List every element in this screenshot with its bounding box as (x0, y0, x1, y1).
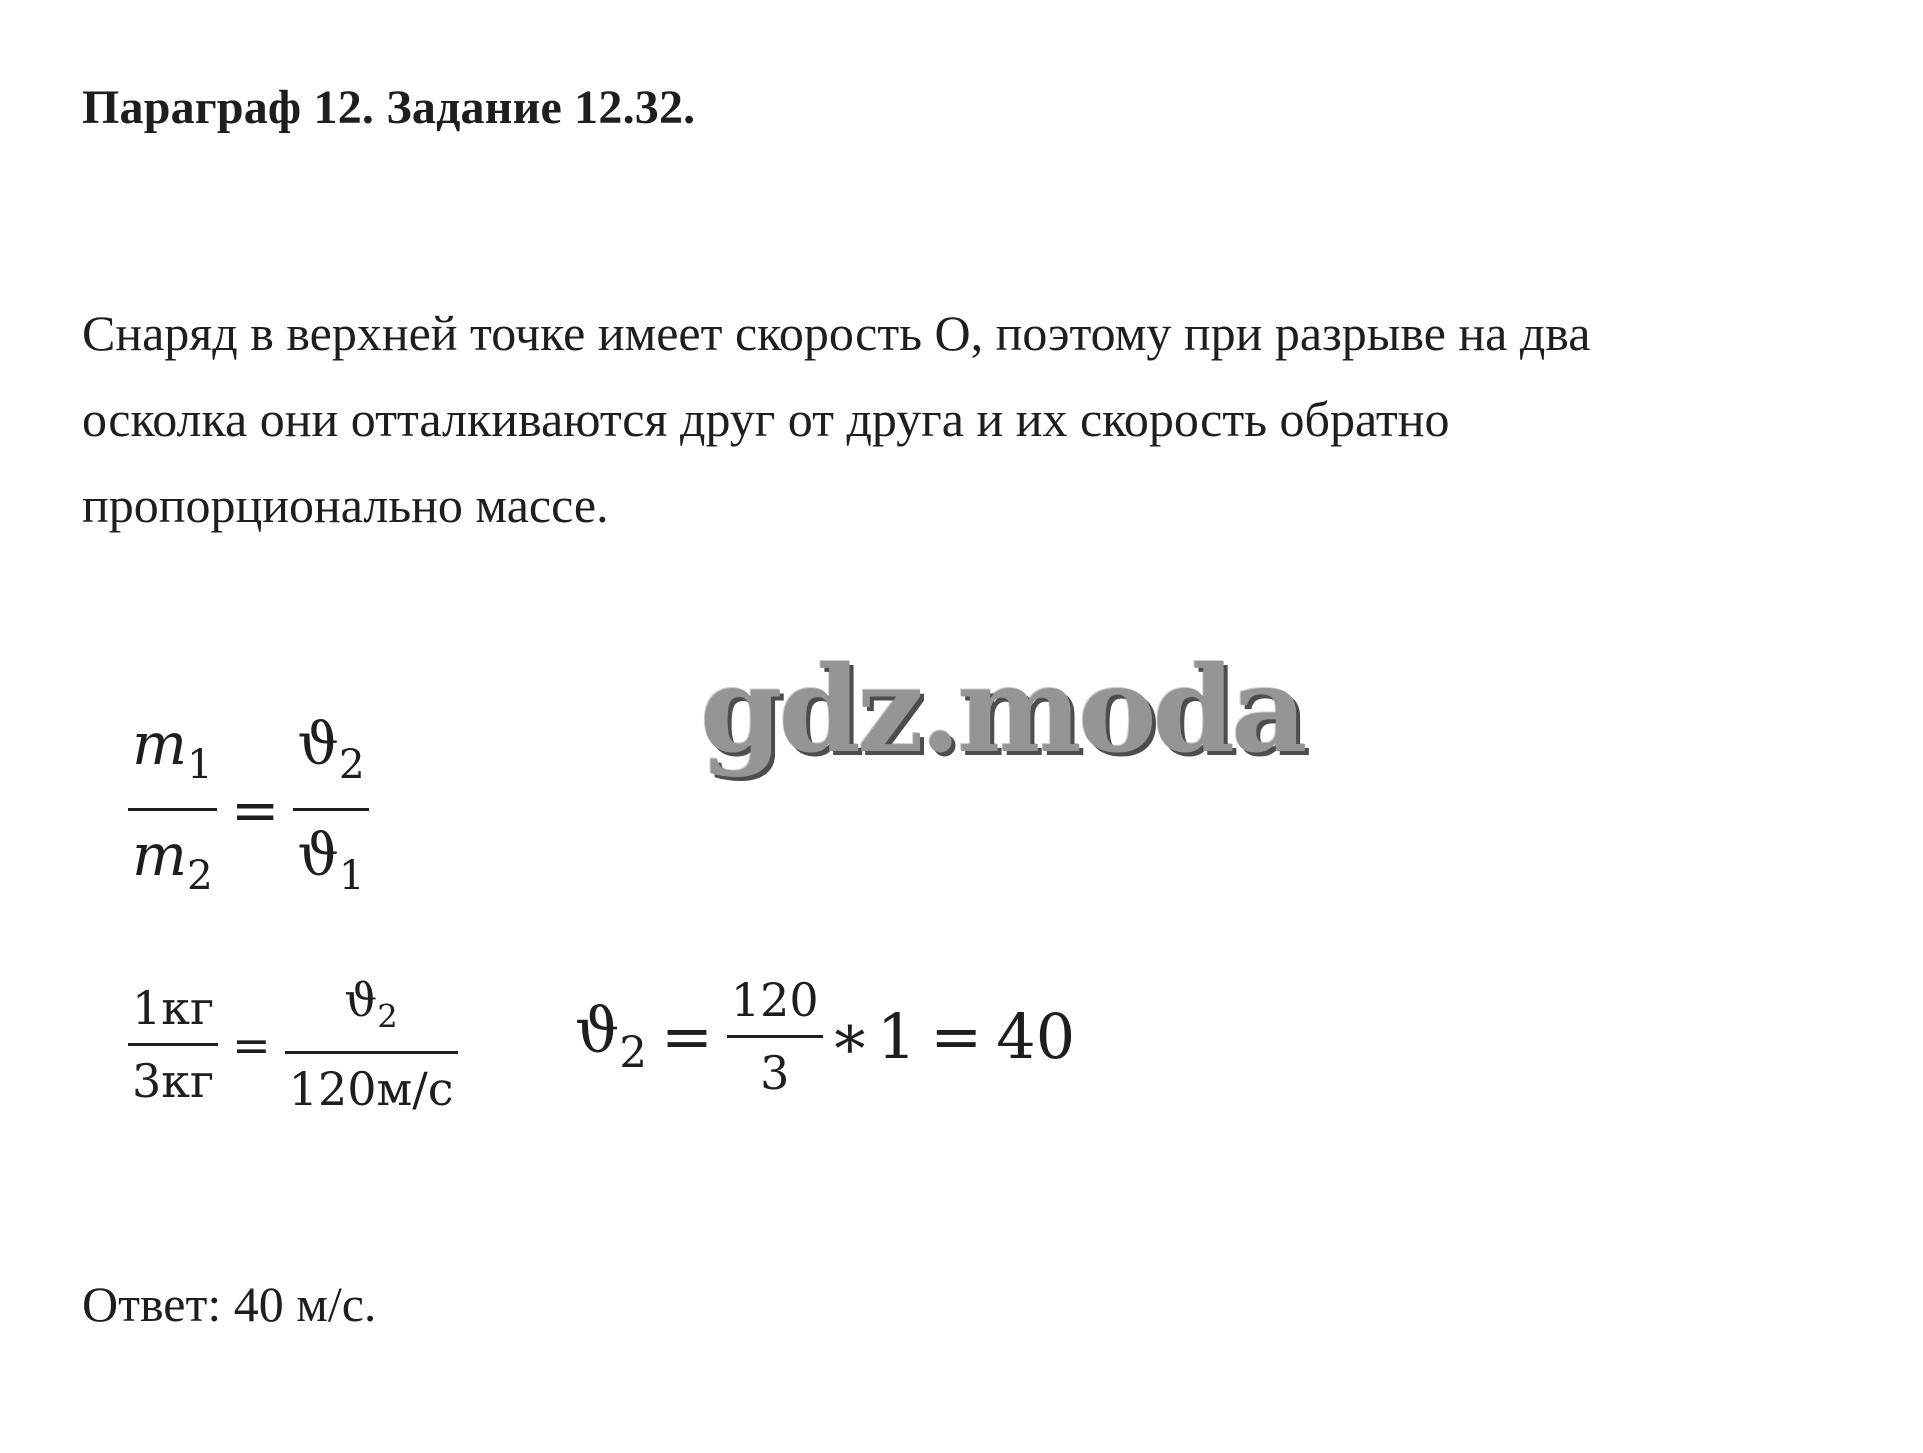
explanation-line: Снаряд в верхней точке имеет скорость О, поэтому при разрыве на два (82, 305, 1591, 361)
equals-sign: = (230, 775, 280, 844)
fraction-denominator: 120м/с (288, 1062, 454, 1117)
fraction-numerator: 1кг (132, 981, 215, 1036)
result-calculation-formula (575, 965, 1075, 1108)
fraction-denominator: 3кг (132, 1054, 215, 1109)
explanation-line: осколка они отталкиваются друг от друга и их скорость обратно (82, 391, 1450, 447)
equals-sign: = (660, 1000, 713, 1073)
result-value: 40 (996, 1000, 1076, 1073)
fraction-denominator: $ϑ_1$ (297, 821, 365, 900)
fraction-numerator: 120 (730, 973, 819, 1027)
watermark-logo: gdz.moda (700, 640, 1304, 779)
equals-sign: = (232, 1017, 271, 1072)
mass-values-fraction (128, 973, 218, 1116)
answer-text: Ответ: 40 м/с. (82, 1276, 377, 1332)
mass-velocity-ratio-formula (128, 700, 369, 919)
fraction-denominator: 3 (760, 1046, 790, 1100)
factor-value: 1 (876, 1000, 917, 1073)
mass-ratio-fraction (128, 700, 217, 919)
page-title: Параграф 12. Задание 12.32. (82, 81, 696, 134)
explanation-line: пропорционально массе. (82, 477, 609, 533)
substituted-values-formula (128, 965, 458, 1124)
velocity-variable: $ϑ_2$ (575, 994, 647, 1079)
fraction-numerator: $ϑ_2$ (297, 710, 365, 789)
velocity-ratio-fraction (293, 700, 368, 919)
explanation-paragraph (82, 290, 1882, 548)
fraction-numerator: $ϑ_2$ (344, 973, 398, 1036)
multiply-sign: ∗ (828, 1000, 871, 1073)
equals-sign: = (930, 1000, 983, 1073)
division-fraction (727, 965, 823, 1108)
velocity-values-fraction (285, 965, 458, 1124)
fraction-numerator: $m_1$ (132, 710, 213, 789)
fraction-denominator: $m_2$ (132, 821, 213, 900)
